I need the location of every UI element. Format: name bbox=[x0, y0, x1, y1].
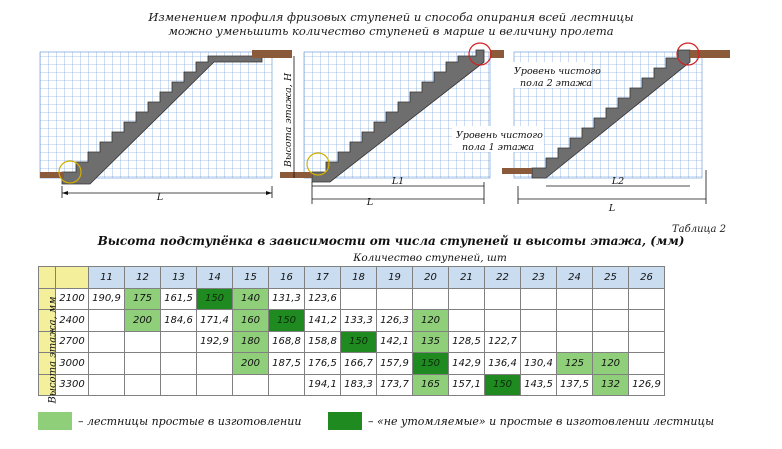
row-header: 2700 bbox=[56, 331, 89, 353]
table-cell: 160 bbox=[233, 310, 269, 332]
table-cell bbox=[629, 353, 665, 375]
table-cell bbox=[557, 331, 593, 353]
table-cell bbox=[377, 288, 413, 310]
table-cell: 192,9 bbox=[197, 331, 233, 353]
dim-label-l1: L1 bbox=[391, 176, 405, 187]
table-cell bbox=[341, 288, 377, 310]
column-header: 26 bbox=[629, 267, 665, 289]
column-header: 15 bbox=[233, 267, 269, 289]
column-header: 22 bbox=[485, 267, 521, 289]
table-cell bbox=[197, 374, 233, 396]
table-cell bbox=[593, 288, 629, 310]
table-cell bbox=[521, 331, 557, 353]
table-cell: 136,4 bbox=[485, 353, 521, 375]
row-header: 3300 bbox=[56, 374, 89, 396]
table-cell bbox=[485, 288, 521, 310]
table-cell: 133,3 bbox=[341, 310, 377, 332]
table-row bbox=[39, 288, 665, 310]
level-floor2-line1: Уровень чистого bbox=[514, 66, 601, 77]
dimension-arrow bbox=[266, 191, 272, 195]
stair-diagrams bbox=[0, 0, 782, 222]
dim-label-l: L bbox=[608, 203, 616, 214]
table-cell: 176,5 bbox=[305, 353, 341, 375]
table-row bbox=[39, 310, 665, 332]
table-cell: 126,3 bbox=[377, 310, 413, 332]
table-cell bbox=[89, 310, 125, 332]
column-header: 23 bbox=[521, 267, 557, 289]
caption-line-2: можно уменьшить количество ступеней в марше и величину пролета bbox=[168, 24, 614, 38]
table-row bbox=[39, 331, 665, 353]
floor-slab-upper bbox=[490, 50, 504, 58]
table-cell: 180 bbox=[233, 331, 269, 353]
column-header: 14 bbox=[197, 267, 233, 289]
table-cell bbox=[269, 374, 305, 396]
table-cell: 130,4 bbox=[521, 353, 557, 375]
table-cell: 171,4 bbox=[197, 310, 233, 332]
table-cell bbox=[197, 353, 233, 375]
dim-label-l: L bbox=[156, 192, 164, 203]
table-cell: 168,8 bbox=[269, 331, 305, 353]
table-cell: 122,7 bbox=[485, 331, 521, 353]
table-corner bbox=[56, 267, 89, 289]
table-cell bbox=[233, 374, 269, 396]
table-cell: 142,9 bbox=[449, 353, 485, 375]
table-cell bbox=[629, 288, 665, 310]
level-floor1-line1: Уровень чистого bbox=[456, 130, 543, 141]
column-header: 11 bbox=[89, 267, 125, 289]
diagram-1 bbox=[40, 50, 292, 203]
table-cell bbox=[161, 374, 197, 396]
table-cell bbox=[629, 310, 665, 332]
table-cell: 150 bbox=[341, 331, 377, 353]
table-cell bbox=[89, 374, 125, 396]
dimension-arrow bbox=[62, 191, 68, 195]
legend-text-light: – лестницы простые в изготовлении bbox=[78, 415, 302, 428]
table-header-row bbox=[39, 267, 665, 289]
column-header: 24 bbox=[557, 267, 593, 289]
table-cell: 128,5 bbox=[449, 331, 485, 353]
legend-text-dark: – «не утомляемые» и простые в изготовлении лестницы bbox=[368, 415, 715, 428]
table-cell: 175 bbox=[125, 288, 161, 310]
table-cell: 131,3 bbox=[269, 288, 305, 310]
table-cell bbox=[161, 331, 197, 353]
floor-slab-lower bbox=[280, 172, 312, 178]
table-corner bbox=[39, 267, 56, 289]
floor-slab-upper bbox=[252, 50, 292, 58]
table-cell bbox=[593, 310, 629, 332]
dim-label-l: L bbox=[366, 197, 374, 208]
column-header: 16 bbox=[269, 267, 305, 289]
legend-swatch-light bbox=[38, 412, 72, 430]
table-cell: 166,7 bbox=[341, 353, 377, 375]
table-cell: 161,5 bbox=[161, 288, 197, 310]
table-cell: 126,9 bbox=[629, 374, 665, 396]
dim-label-l2: L2 bbox=[611, 176, 625, 187]
table-cell bbox=[485, 310, 521, 332]
row-header: 2100 bbox=[56, 288, 89, 310]
column-header: 21 bbox=[449, 267, 485, 289]
row-axis-label-wrap bbox=[44, 295, 62, 405]
table-cell: 120 bbox=[593, 353, 629, 375]
table-cell: 140 bbox=[233, 288, 269, 310]
steps-axis-label: Количество ступеней, шт bbox=[353, 252, 507, 264]
table-cell bbox=[557, 288, 593, 310]
column-header: 25 bbox=[593, 267, 629, 289]
table-cell: 135 bbox=[413, 331, 449, 353]
column-header: 12 bbox=[125, 267, 161, 289]
floor-slab-upper bbox=[690, 50, 730, 58]
caption-line-1: Изменением профиля фризовых ступеней и способа опирания всей лестницы bbox=[148, 10, 634, 24]
column-header: 13 bbox=[161, 267, 197, 289]
table-cell: 137,5 bbox=[557, 374, 593, 396]
floor-height-label: Высота этажа, Н bbox=[283, 72, 294, 168]
table-cell: 200 bbox=[233, 353, 269, 375]
table-cell bbox=[521, 310, 557, 332]
level-floor2-line2: пола 2 этажа bbox=[520, 78, 593, 89]
column-header: 17 bbox=[305, 267, 341, 289]
table-cell bbox=[89, 353, 125, 375]
floor-slab-lower bbox=[502, 168, 532, 174]
table-cell: 183,3 bbox=[341, 374, 377, 396]
row-header: 2400 bbox=[56, 310, 89, 332]
table-cell bbox=[413, 288, 449, 310]
riser-height-table bbox=[38, 266, 665, 396]
column-header: 20 bbox=[413, 267, 449, 289]
column-header: 18 bbox=[341, 267, 377, 289]
table-cell: 190,9 bbox=[89, 288, 125, 310]
table-cell bbox=[125, 331, 161, 353]
table-cell: 187,5 bbox=[269, 353, 305, 375]
table-cell bbox=[449, 310, 485, 332]
table-cell bbox=[557, 310, 593, 332]
table-cell: 158,8 bbox=[305, 331, 341, 353]
table-cell bbox=[593, 331, 629, 353]
level-floor1-line2: пола 1 этажа bbox=[462, 142, 535, 153]
table-title: Высота подступёнка в зависимости от числа ступеней и высоты этажа, (мм) bbox=[97, 234, 685, 248]
table-cell bbox=[161, 353, 197, 375]
table-cell: 132 bbox=[593, 374, 629, 396]
legend-swatch-dark bbox=[328, 412, 362, 430]
table-cell bbox=[521, 288, 557, 310]
row-header: 3000 bbox=[56, 353, 89, 375]
table-cell: 141,2 bbox=[305, 310, 341, 332]
table-cell: 157,9 bbox=[377, 353, 413, 375]
table-cell: 194,1 bbox=[305, 374, 341, 396]
row-axis-label: Высота этажа, мм bbox=[47, 296, 59, 404]
table-cell bbox=[449, 288, 485, 310]
table-row bbox=[39, 353, 665, 375]
table-cell: 200 bbox=[125, 310, 161, 332]
table-cell: 143,5 bbox=[521, 374, 557, 396]
table-cell: 184,6 bbox=[161, 310, 197, 332]
table-cell: 150 bbox=[413, 353, 449, 375]
table-cell: 157,1 bbox=[449, 374, 485, 396]
table-cell: 120 bbox=[413, 310, 449, 332]
table-cell: 165 bbox=[413, 374, 449, 396]
table-cell bbox=[89, 331, 125, 353]
table-cell bbox=[629, 331, 665, 353]
column-header: 19 bbox=[377, 267, 413, 289]
table-cell: 173,7 bbox=[377, 374, 413, 396]
table-row bbox=[39, 374, 665, 396]
table-cell: 150 bbox=[485, 374, 521, 396]
table-cell: 123,6 bbox=[305, 288, 341, 310]
table-cell: 142,1 bbox=[377, 331, 413, 353]
table-cell: 150 bbox=[269, 310, 305, 332]
table-cell bbox=[125, 374, 161, 396]
diagram-3 bbox=[452, 43, 730, 214]
table-note: Таблица 2 bbox=[671, 224, 726, 235]
table-cell: 150 bbox=[197, 288, 233, 310]
table-cell bbox=[125, 353, 161, 375]
table-cell: 125 bbox=[557, 353, 593, 375]
